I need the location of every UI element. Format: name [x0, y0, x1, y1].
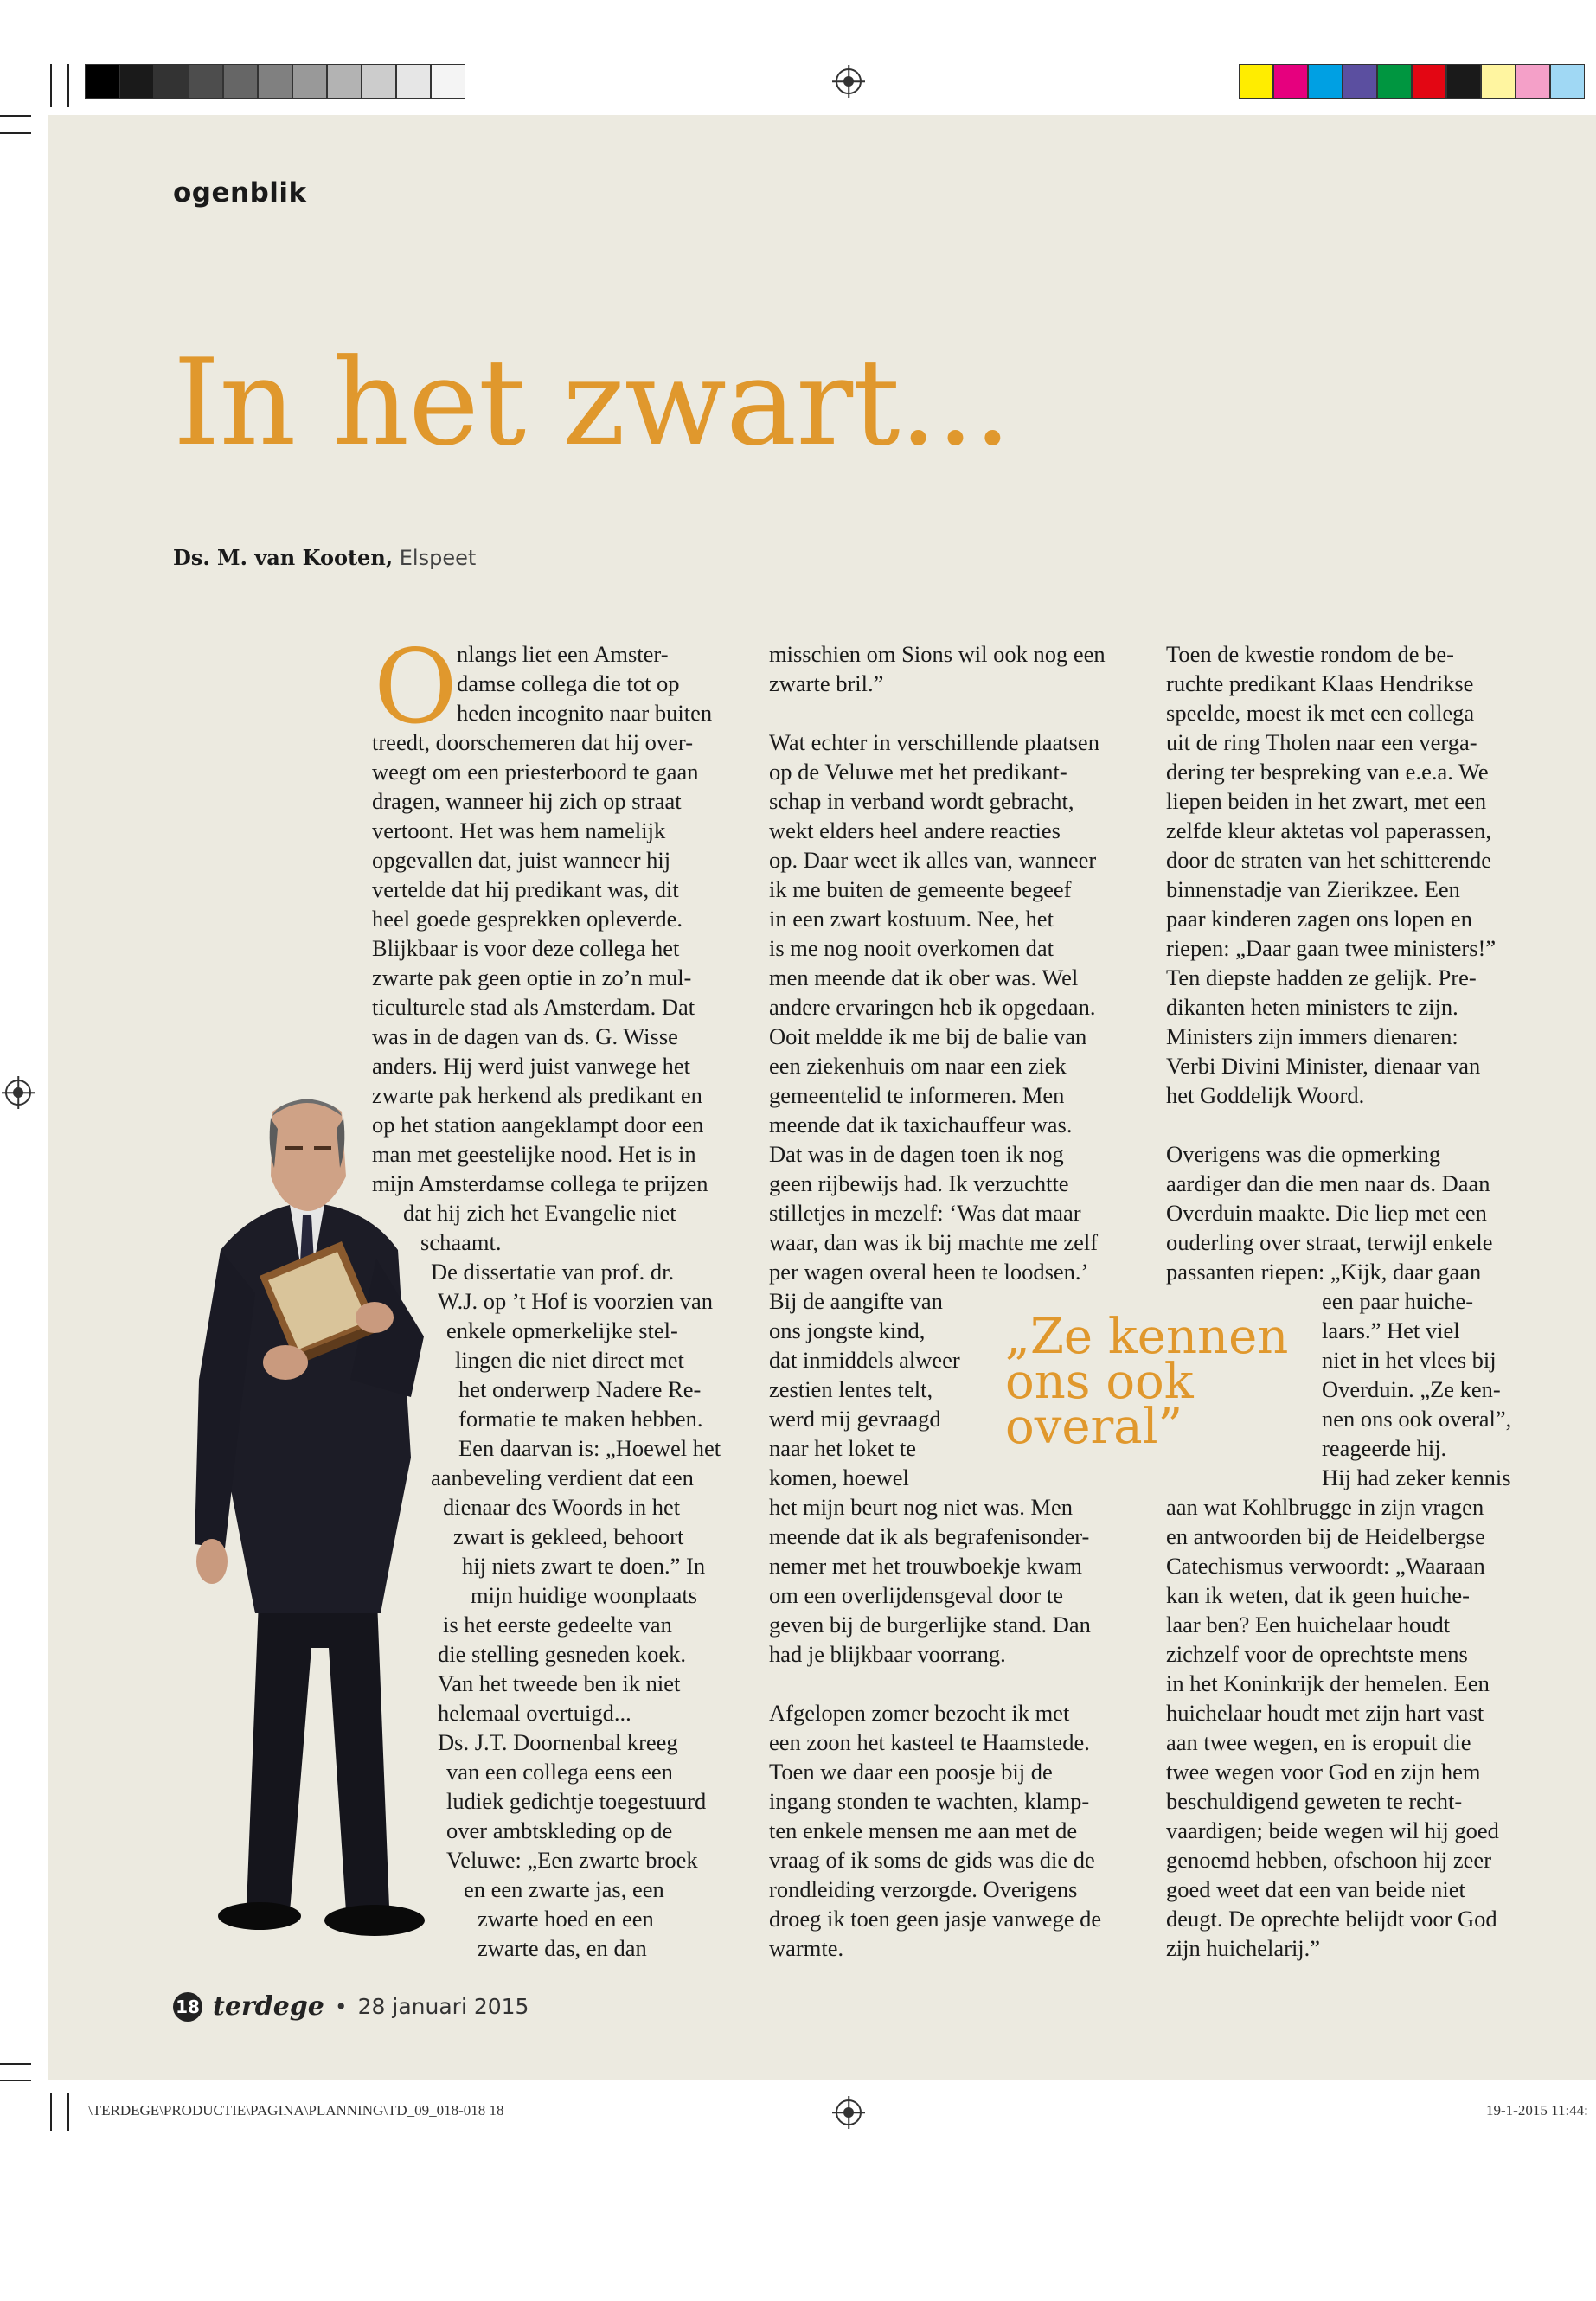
text-line: ten enkele mensen me aan met de — [769, 1817, 1078, 1843]
text-line: dat inmiddels alweer — [769, 1347, 960, 1373]
text-line: over ambtskleding op de — [446, 1817, 673, 1843]
text-line: dragen, wanneer hij zich op straat — [372, 788, 682, 814]
text-line: deugt. De oprechte belijdt voor God — [1166, 1906, 1497, 1932]
text-line: riepen: „Daar gaan twee ministers!” — [1166, 935, 1497, 961]
text-line: vaardigen; beide wegen wil hij goed — [1166, 1817, 1499, 1843]
text-line: het mijn beurt nog niet was. Men — [769, 1494, 1074, 1520]
text-line: schaamt. — [420, 1229, 502, 1255]
text-line: Afgelopen zomer bezocht ik met — [769, 1700, 1070, 1726]
text-line: liepen beiden in het zwart, met een — [1166, 788, 1487, 814]
text-line: binnenstadje van Zierikzee. Een — [1166, 876, 1460, 902]
text-line: Bij de aangifte van — [769, 1288, 943, 1314]
text-line: had je blijkbaar voorrang. — [769, 1641, 1006, 1667]
pull-quote-line: overal” — [1005, 1399, 1183, 1455]
text-line: Ooit meldde ik me bij de balie van — [769, 1023, 1087, 1049]
text-line: dering ter bespreking van e.e.a. We — [1166, 759, 1489, 785]
text-line: Hij had zeker kennis — [1322, 1465, 1511, 1490]
drop-cap: O — [374, 627, 458, 747]
registration-target-icon — [5, 1080, 31, 1106]
text-line: zwarte das, en dan — [478, 1935, 647, 1961]
text-line: zwarte pak herkend als predikant en — [372, 1082, 702, 1108]
text-line: weegt om een priesterboord te gaan — [372, 759, 699, 785]
color-bar — [1239, 64, 1585, 99]
text-line: passanten riepen: „Kijk, daar gaan — [1166, 1259, 1482, 1285]
text-line: Veluwe: „Een zwarte broek — [446, 1847, 698, 1873]
text-line — [769, 1669, 1150, 1698]
text-line: dikanten heten ministers te zijn. — [1166, 994, 1458, 1020]
text-line: vraag of ik soms de gids was die de — [769, 1847, 1095, 1873]
print-slug-timestamp: 19-1-2015 11:44: — [1486, 2102, 1588, 2118]
text-line: en een zwarte jas, een — [464, 1876, 664, 1902]
text-line: nemer met het trouwboekje kwam — [769, 1553, 1083, 1579]
crop-mark — [0, 2080, 31, 2081]
bullet-separator: • — [334, 1994, 348, 2019]
text-line: aardiger dan die men naar ds. Daan — [1166, 1170, 1490, 1196]
text-line: van een collega eens een — [446, 1759, 673, 1785]
text-line: genoemd hebben, ofschoon hij zeer — [1166, 1847, 1492, 1873]
text-line: stilletjes in mezelf: ‘Was dat maar — [769, 1200, 1081, 1226]
text-line: huichelaar houdt met zijn hart vast — [1166, 1700, 1484, 1726]
text-line: helemaal overtuigd... — [438, 1700, 631, 1726]
text-line: misschien om Sions wil ook nog een — [769, 641, 1106, 667]
crop-mark — [67, 64, 69, 107]
text-line: op. Daar weet ik alles van, wanneer — [769, 847, 1097, 873]
text-line: is me nog nooit overkomen dat — [769, 935, 1054, 961]
text-line: om een overlijdensgeval door te — [769, 1582, 1063, 1608]
text-line: lingen die niet direct met — [455, 1347, 684, 1373]
text-line: treedt, doorschemeren dat hij over- — [372, 729, 694, 755]
text-line: andere ervaringen heb ik opgedaan. — [769, 994, 1096, 1020]
text-line: aanbeveling verdient dat een — [431, 1465, 694, 1490]
text-line: Verbi Divini Minister, dienaar van — [1166, 1053, 1481, 1079]
text-line: zestien lentes telt, — [769, 1376, 933, 1402]
article-column-1 — [372, 639, 744, 1963]
text-line: nen ons ook overal”, — [1322, 1406, 1512, 1432]
text-line: op de Veluwe met het predikant- — [769, 759, 1067, 785]
crop-mark — [50, 64, 52, 107]
text-line: Ten diepste hadden ze gelijk. Pre- — [1166, 965, 1477, 990]
text-line: speelde, moest ik met een collega — [1166, 700, 1475, 726]
text-line: De dissertatie van prof. dr. — [431, 1259, 675, 1285]
page-number: 18 — [173, 1992, 202, 2022]
text-line: in een zwart kostuum. Nee, het — [769, 906, 1054, 932]
text-line: Toen we daar een poosje bij de — [769, 1759, 1053, 1785]
text-line: Overigens was die opmerking — [1166, 1141, 1441, 1167]
pull-quote-line: ons ook — [1005, 1354, 1194, 1410]
text-line: Wat echter in verschillende plaatsen — [769, 729, 1099, 755]
text-line: warmte. — [769, 1935, 844, 1961]
text-line: laars.” Het viel — [1322, 1317, 1460, 1343]
text-line: Overduin maakte. Die liep met een — [1166, 1200, 1487, 1226]
text-line: Overduin. „Ze ken- — [1322, 1376, 1501, 1402]
text-line: zelfde kleur aktetas vol paperassen, — [1166, 817, 1491, 843]
registration-target-icon — [836, 2099, 862, 2125]
text-line: Ds. J.T. Doornenbal kreeg — [438, 1729, 678, 1755]
section-label: ogenblik — [173, 177, 307, 208]
author-place: Elspeet — [399, 546, 477, 570]
text-line: werd mij gevraagd — [769, 1406, 941, 1432]
page-footer — [173, 1991, 529, 2022]
text-line: twee wegen voor God en zijn hem — [1166, 1759, 1481, 1785]
text-line: schap in verband wordt gebracht, — [769, 788, 1074, 814]
text-line: nlangs liet een Amster- — [457, 641, 669, 667]
text-line: reageerde hij. — [1322, 1435, 1447, 1461]
text-line: Van het tweede ben ik niet — [438, 1670, 681, 1696]
text-line: niet in het vlees bij — [1322, 1347, 1497, 1373]
text-line: man met geestelijke nood. Het is in — [372, 1141, 696, 1167]
issue-date: 28 januari 2015 — [357, 1994, 529, 2019]
article-title: In het zwart... — [173, 333, 1011, 472]
author-name: Ds. M. van Kooten, — [173, 545, 394, 570]
crop-mark — [50, 2093, 52, 2131]
article-column-2 — [769, 639, 1150, 1963]
text-line: ouderling over straat, terwijl enkele — [1166, 1229, 1493, 1255]
text-line: geven bij de burgerlijke stand. Dan — [769, 1612, 1091, 1638]
text-line: W.J. op ’t Hof is voorzien van — [438, 1288, 713, 1314]
text-line: die stelling gesneden koek. — [438, 1641, 687, 1667]
text-line: formatie te maken hebben. — [458, 1406, 703, 1432]
text-line: Catechismus verwoordt: „Waaraan — [1166, 1553, 1485, 1579]
text-line: zwarte bril.” — [769, 670, 884, 696]
text-line: naar het loket te — [769, 1435, 916, 1461]
crop-mark — [67, 2093, 69, 2131]
magazine-logo: terdege — [213, 1991, 324, 2022]
text-line: laar ben? Een huichelaar houdt — [1166, 1612, 1451, 1638]
text-line: gemeentelid te informeren. Men — [769, 1082, 1065, 1108]
text-line: ludiek gedichtje toegestuurd — [446, 1788, 707, 1814]
text-line: mijn Amsterdamse collega te prijzen — [372, 1170, 708, 1196]
text-line: zwarte hoed en een — [478, 1906, 654, 1932]
text-line: was in de dagen van ds. G. Wisse — [372, 1023, 678, 1049]
text-line: rondleiding verzorgde. Overigens — [769, 1876, 1078, 1902]
text-line: geen rijbewijs had. Ik verzuchtte — [769, 1170, 1069, 1196]
text-line: anders. Hij werd juist vanwege het — [372, 1053, 690, 1079]
text-line: Een daarvan is: „Hoewel het — [458, 1435, 721, 1461]
text-line: een zoon het kasteel te Haamstede. — [769, 1729, 1090, 1755]
text-line: Blijkbaar is voor deze collega het — [372, 935, 680, 961]
text-line: per wagen overal heen te loodsen.’ — [769, 1259, 1089, 1285]
text-line: meende dat ik taxichauffeur was. — [769, 1112, 1073, 1138]
text-line: ticulturele stad als Amsterdam. Dat — [372, 994, 695, 1020]
text-line: kan ik weten, dat ik geen huiche- — [1166, 1582, 1470, 1608]
text-line: men meende dat ik ober was. Wel — [769, 965, 1079, 990]
text-line: hij niets zwart te doen.” In — [462, 1553, 706, 1579]
text-line — [769, 698, 1150, 727]
text-line: zichzelf voor de oprechtste mens — [1166, 1641, 1468, 1667]
text-line: zwarte pak geen optie in zo’n mul- — [372, 965, 692, 990]
text-line: aan wat Kohlbrugge in zijn vragen — [1166, 1494, 1484, 1520]
text-line: uit de ring Tholen naar een verga- — [1166, 729, 1477, 755]
text-line: damse collega die tot op — [457, 670, 680, 696]
crop-mark — [0, 132, 31, 134]
text-line: mijn huidige woonplaats — [471, 1582, 698, 1608]
registration-target-icon — [836, 68, 862, 94]
text-line: komen, hoewel — [769, 1465, 909, 1490]
text-line: beschuldigend geweten te recht- — [1166, 1788, 1463, 1814]
text-line: ruchte predikant Klaas Hendrikse — [1166, 670, 1474, 696]
text-line: Ministers zijn immers dienaren: — [1166, 1023, 1458, 1049]
text-line: meende dat ik als begrafenisonder- — [769, 1523, 1090, 1549]
article-column-3 — [1166, 639, 1547, 1963]
text-line: ons jongste kind, — [769, 1317, 926, 1343]
print-slug-path: \TERDEGE\PRODUCTIE\PAGINA\PLANNING\TD_09_018-018 18 — [88, 2102, 504, 2118]
text-line: paar kinderen zagen ons lopen en — [1166, 906, 1472, 932]
text-line: ingang stonden te wachten, klamp- — [769, 1788, 1090, 1814]
text-line: heden incognito naar buiten — [457, 700, 713, 726]
text-line: zwart is gekleed, behoort — [453, 1523, 684, 1549]
text-line: vertoont. Het was hem namelijk — [372, 817, 666, 843]
text-line: zijn huichelarij.” — [1166, 1935, 1321, 1961]
text-line: een paar huiche- — [1322, 1288, 1474, 1314]
text-line: dat hij zich het Evangelie niet — [403, 1200, 676, 1226]
text-line — [1166, 1110, 1547, 1139]
text-line: Toen de kwestie rondom de be- — [1166, 641, 1454, 667]
text-line: waar, dan was ik bij machte me zelf — [769, 1229, 1099, 1255]
text-line: droeg ik toen geen jasje vanwege de — [769, 1906, 1102, 1932]
text-line: op het station aangeklampt door een — [372, 1112, 704, 1138]
text-line: ik me buiten de gemeente begeef — [769, 876, 1072, 902]
text-line: een ziekenhuis om naar een ziek — [769, 1053, 1067, 1079]
text-line: het Goddelijk Woord. — [1166, 1082, 1365, 1108]
text-line: vertelde dat hij predikant was, dit — [372, 876, 679, 902]
text-line: dienaar des Woords in het — [443, 1494, 681, 1520]
text-line: wekt elders heel andere reacties — [769, 817, 1061, 843]
text-line: goed weet dat een van beide niet — [1166, 1876, 1465, 1902]
text-line: is het eerste gedeelte van — [443, 1612, 672, 1638]
text-line: Dat was in de dagen toen ik nog — [769, 1141, 1064, 1167]
crop-mark — [0, 2063, 31, 2065]
text-line: door de straten van het schitterende — [1166, 847, 1492, 873]
pull-quote — [1005, 1309, 1289, 1455]
text-line: in het Koninkrijk der hemelen. Een — [1166, 1670, 1490, 1696]
text-line: heel goede gesprekken opleverde. — [372, 906, 683, 932]
text-line: opgevallen dat, juist wanneer hij — [372, 847, 671, 873]
text-line: het onderwerp Nadere Re- — [458, 1376, 702, 1402]
text-line: aan twee wegen, en is eropuit die — [1166, 1729, 1471, 1755]
grayscale-bar — [85, 64, 465, 99]
pull-quote-line: „Ze kennen — [1005, 1309, 1289, 1365]
byline — [173, 545, 476, 570]
crop-mark — [0, 115, 31, 117]
text-line: enkele opmerkelijke stel- — [446, 1317, 678, 1343]
text-line: en antwoorden bij de Heidelbergse — [1166, 1523, 1485, 1549]
